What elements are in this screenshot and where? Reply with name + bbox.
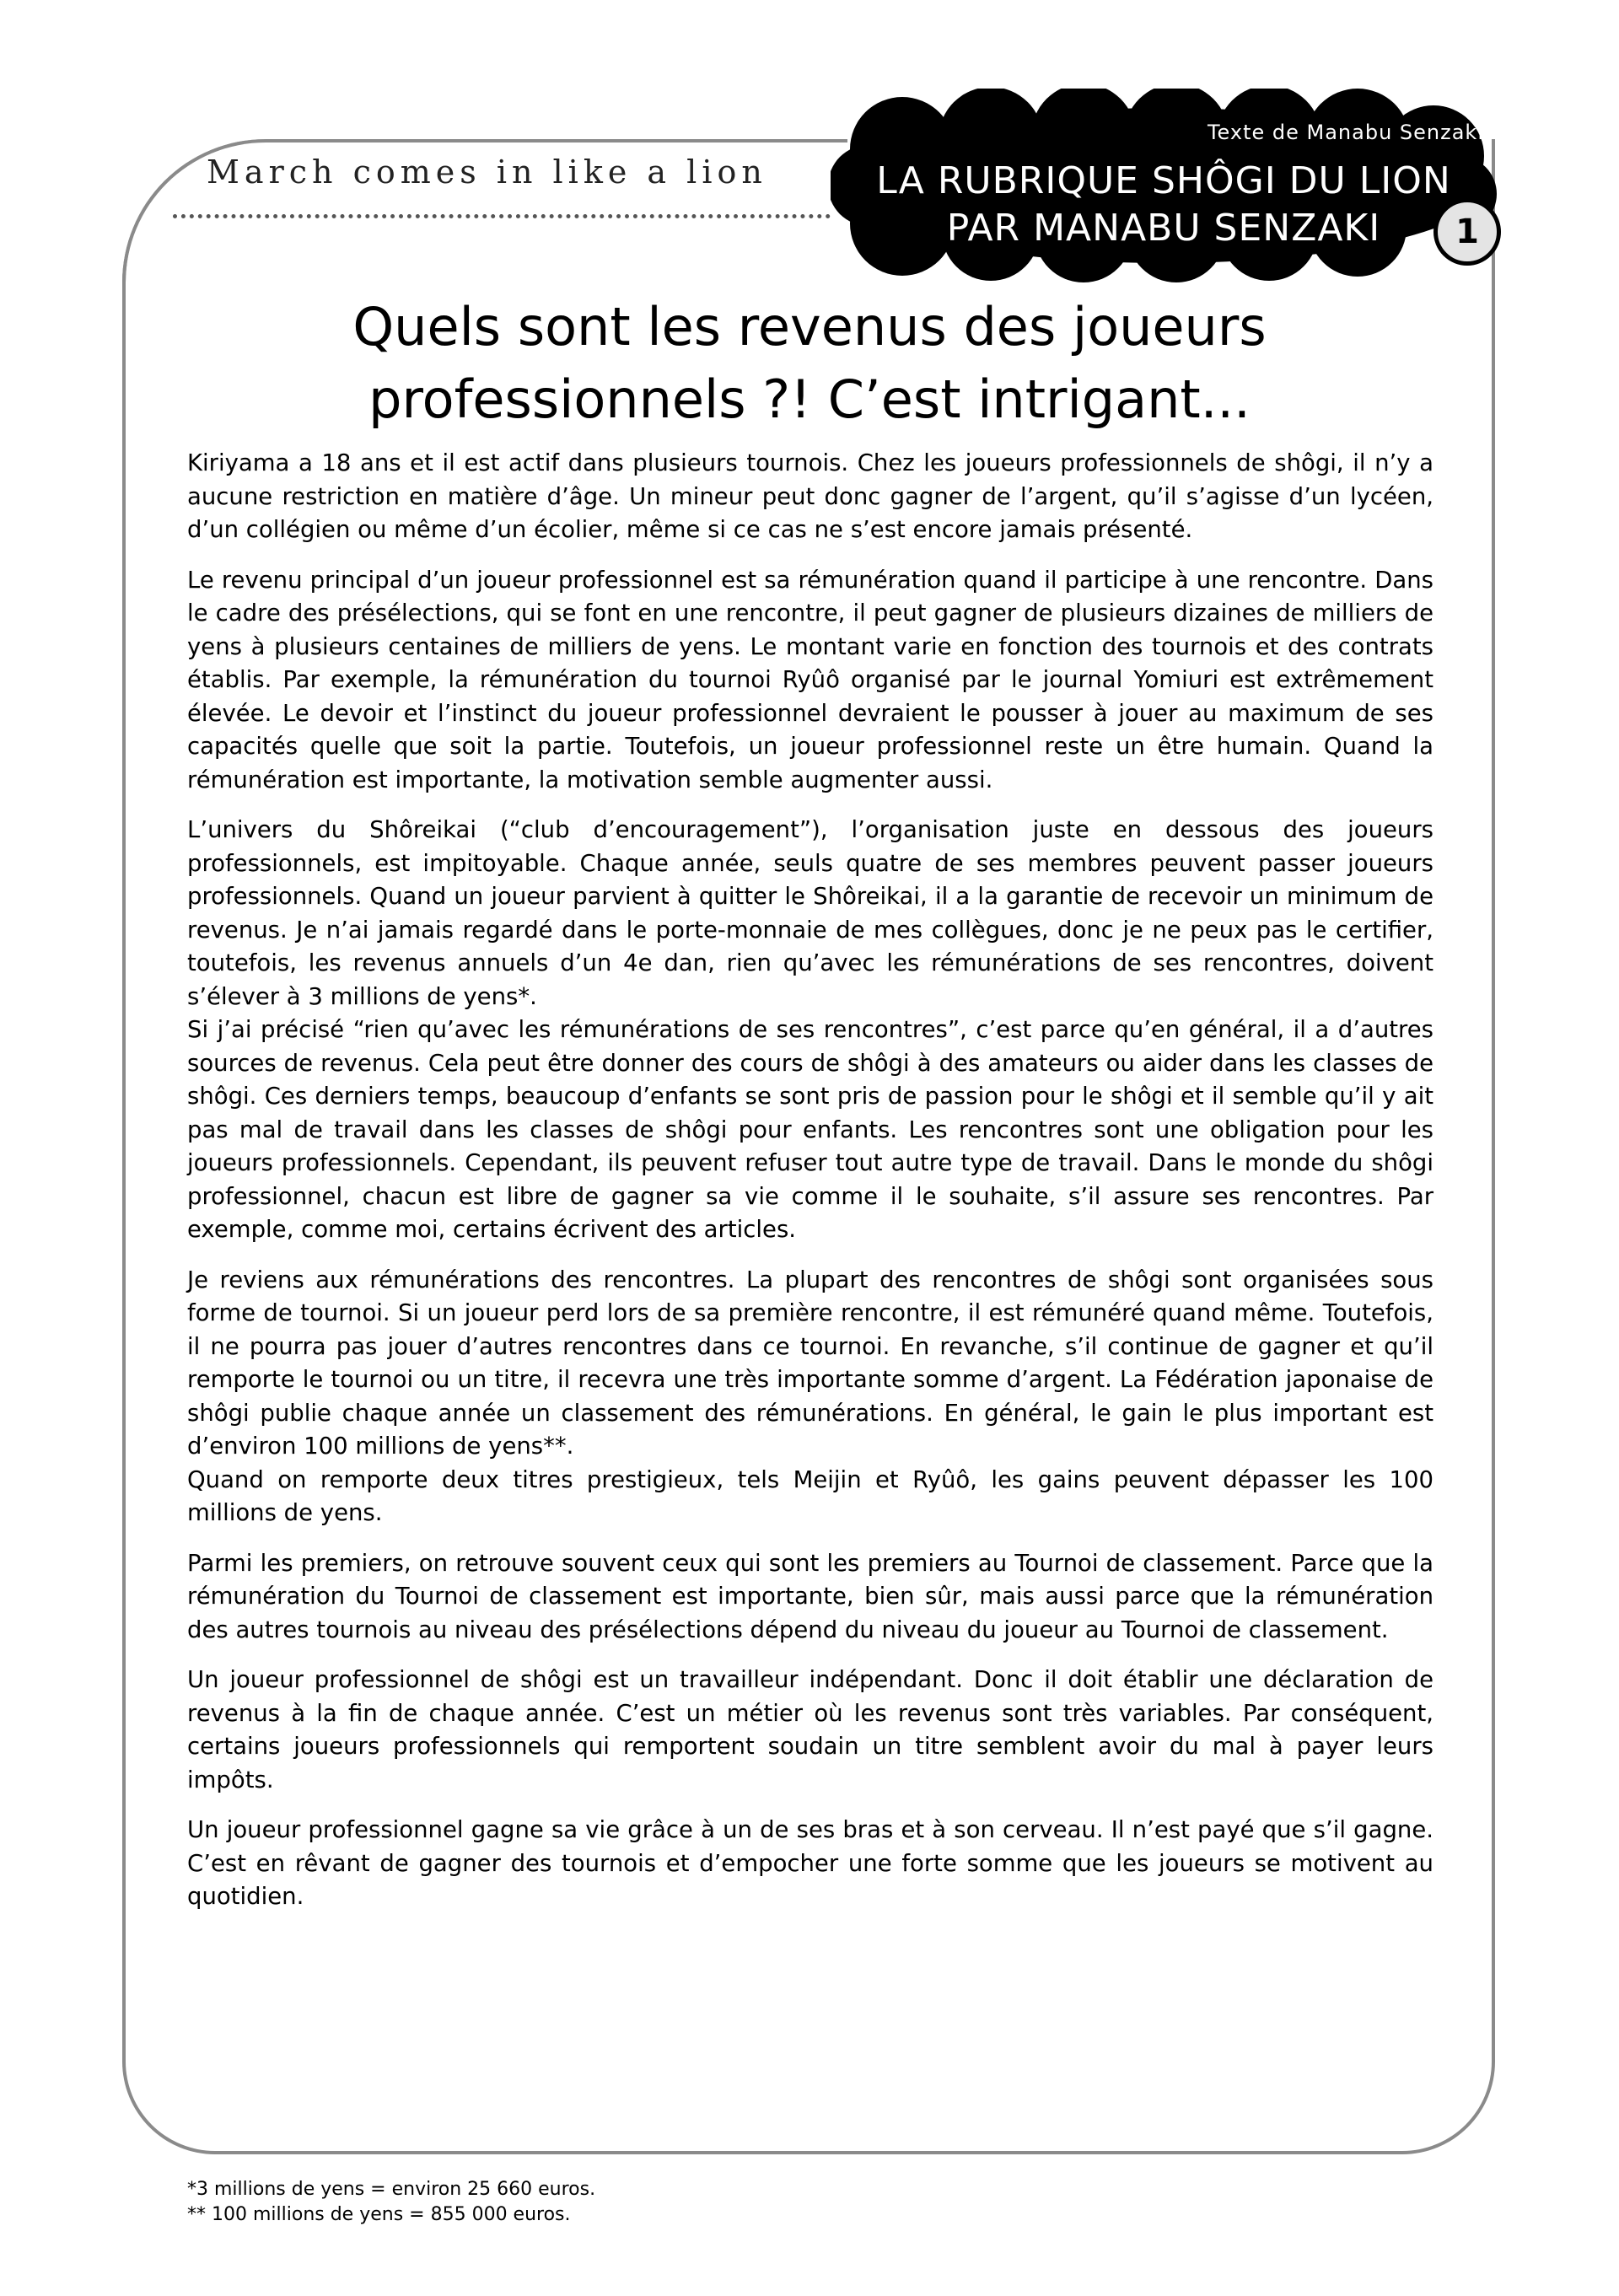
paragraph: Le revenu principal d’un joueur professionnel est sa rémunération quand il participe à une rencontre. Dans le cadre des présélections, qui se font en une rencontre, il peut gagner de plusieurs dizaines de milliers de yens à plusieurs centaines de milliers de yens. Le montant varie en fonction des tournois et des contrats établis. Par exemple, la rémunération du tournoi Ryûô organisé par le journal Yomiuri est extrêmement élevée. Le devoir et l’instinct du joueur professionnel devraient le pousser à jouer au maximum de ses capacités quelle que soit la partie. Toutefois, un joueur professionnel reste un être humain. Quand la rémunération est importante, la motivation semble augmenter aussi. xyxy=(187,566,1433,793)
footnotes xyxy=(187,2177,1199,2228)
article-headline xyxy=(194,291,1425,436)
column-banner xyxy=(831,89,1497,282)
paragraph: Kiriyama a 18 ans et il est actif dans plusieurs tournois. Chez les joueurs professionnels de shôgi, il n’y a aucune restriction en matière d’âge. Un mineur peut donc gagner de l’argent, qu’il s’agisse d’un lycéen, d’un collégien ou même d’un écolier, même si ce cas ne s’est encore jamais présenté. xyxy=(187,449,1433,543)
banner-title xyxy=(831,158,1497,252)
paragraph: Si j’ai précisé “rien qu’avec les rémunérations de ses rencontres”, c’est parce qu’en général, il a d’autres sources de revenus. Cela peut être donner des cours de shôgi à des amateurs ou aider dans les classes de shôgi. Ces derniers temps, beaucoup d’enfants se sont pris de passion pour le shôgi et il semble qu’il y ait pas mal de travail dans les classes de shôgi pour enfants. Les rencontres sont une obligation pour les joueurs professionnels. Cependant, ils peuvent refuser tout autre type de travail. Dans le monde du shôgi professionnel, chacun est libre de gagner sa vie comme il le souhaite, s’il assure ses rencontres. Par exemple, comme moi, certains écrivent des articles. xyxy=(187,1016,1433,1243)
paragraph: L’univers du Shôreikai (“club d’encouragement”), l’organisation juste en dessous des joueurs professionnels, est impitoyable. Chaque année, seuls quatre de ses membres peuvent passer joueurs professionnels. Quand un joueur parvient à quitter le Shôreikai, il a la garantie de recevoir un minimum de revenus. Je n’ai jamais regardé dans le porte-monnaie de mes collègues, donc je ne peux pas le certifier, toutefois, les revenus annuels d’un 4e dan, rien qu’avec les rémunérations de ses rencontres, doivent s’élever à 3 millions de yens*. xyxy=(187,816,1433,1010)
dotted-divider xyxy=(173,214,831,218)
footnote: *3 millions de yens = environ 25 660 euros. xyxy=(187,2179,596,2200)
paragraph: Un joueur professionnel de shôgi est un travailleur indépendant. Donc il doit établir une déclaration de revenus à la fin de chaque année. C’est un métier où les revenus sont très variables. Par conséquent, certains joueurs professionnels qui remportent soudain un titre semblent avoir du mal à payer leurs impôts. xyxy=(187,1666,1433,1793)
paragraph: Parmi les premiers, on retrouve souvent ceux qui sont les premiers au Tournoi de classement. Parce que la rémunération du Tournoi de classement est importante, bien sûr, mais aussi parce que la rémunération des autres tournois au niveau des présélections dépend du niveau du joueur au Tournoi de classement. xyxy=(187,1549,1433,1643)
footnote: ** 100 millions de yens = 855 000 euros. xyxy=(187,2204,571,2225)
headline-line-2: professionnels ?! C’est intrigant... xyxy=(368,368,1251,430)
paragraph: Je reviens aux rémunérations des rencontres. La plupart des rencontres de shôgi sont organisées sous forme de tournoi. Si un joueur perd lors de sa première rencontre, il est rémunéré quand même. Toutefois, il ne pourra pas jouer d’autres rencontres dans ce tournoi. En revanche, s’il continue de gagner et qu’il remporte le tournoi ou un titre, il recevra une très importante somme d’argent. La Fédération japonaise de shôgi publie chaque année un classement des rémunérations. En général, le gain le plus important est d’environ 100 millions de yens**. xyxy=(187,1266,1433,1460)
banner-author: Texte de Manabu Senzaki xyxy=(1207,121,1484,144)
paragraph: Quand on remporte deux titres prestigieux, tels Meijin et Ryûô, les gains peuvent dépasser les 100 millions de yens. xyxy=(187,1465,1433,1526)
page-number-badge: 1 xyxy=(1433,198,1501,266)
banner-title-line-2: PAR MANABU SENZAKI xyxy=(946,207,1381,250)
banner-title-line-1: LA RUBRIQUE SHÔGI DU LION xyxy=(876,159,1451,202)
series-title: March comes in like a lion xyxy=(207,153,767,191)
paragraph: Un joueur professionnel gagne sa vie grâce à un de ses bras et à son cerveau. Il n’est payé que s’il gagne. C’est en rêvant de gagner des tournois et d’empocher une forte somme que les joueurs se motivent au quotidien. xyxy=(187,1816,1433,1910)
headline-line-1: Quels sont les revenus des joueurs xyxy=(352,296,1267,358)
article-body xyxy=(187,447,1433,1931)
